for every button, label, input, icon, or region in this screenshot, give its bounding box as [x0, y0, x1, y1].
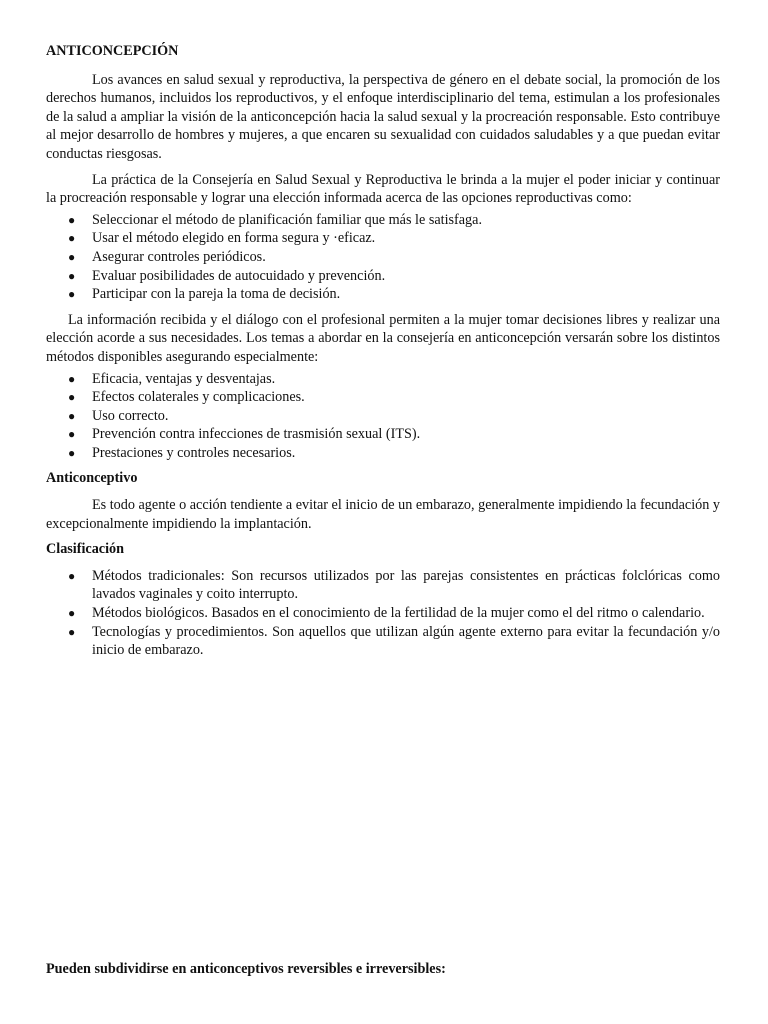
bullet-icon: ●	[68, 371, 76, 386]
bullet-icon: ●	[68, 445, 76, 460]
list-item: ● Métodos tradicionales: Son recursos utilizados por las parejas consistentes en prácticas folclóricas como lavados vaginales y coito interrupto.	[68, 567, 720, 603]
bullet-icon: ●	[68, 427, 76, 442]
topics-list	[46, 370, 720, 463]
list-item: ● Eficacia, ventajas y desventajas.	[68, 370, 276, 387]
bullet-icon: ●	[68, 606, 76, 621]
intro-paragraph-2: La práctica de la Consejería en Salud Sexual y Reproductiva le brinda a la mujer el poder iniciar y continuar la procreación responsable y lograr una elección informada acerca de las opciones reproductivas como:	[46, 171, 720, 207]
bullet-icon: ●	[68, 287, 76, 302]
list-item: ● Prestaciones y controles necesarios.	[68, 444, 296, 461]
list-item: ● Seleccionar el método de planificación familiar que más le satisfaga.	[68, 211, 482, 228]
bullet-icon: ●	[68, 231, 76, 246]
document-page	[46, 42, 720, 667]
list-item: ● Prevención contra infecciones de trasmisión sexual (ITS).	[68, 426, 421, 443]
list-item: ● Asegurar controles periódicos.	[68, 248, 266, 265]
list-item: ● Participar con la pareja la toma de decisión.	[68, 286, 341, 303]
list-item: ● Tecnologías y procedimientos. Son aquellos que utilizan algún agente externo para evitar la fecundación y/o inicio de embarazo.	[68, 623, 720, 659]
anticonceptivo-heading: Anticonceptivo	[46, 470, 138, 487]
bullet-icon: ●	[68, 268, 76, 283]
subdivision-heading: Pueden subdividirse en anticonceptivos reversibles e irreversibles:	[46, 961, 446, 977]
bullet-icon: ●	[68, 568, 76, 583]
list-item: ● Usar el método elegido en forma segura y ·eficaz.	[68, 230, 376, 247]
bullet-icon: ●	[68, 390, 76, 405]
anticonceptivo-paragraph: Es todo agente o acción tendiente a evitar el inicio de un embarazo, generalmente impidiendo la fecundación y excepcionalmente impidiendo la implantación.	[46, 497, 720, 532]
list-item: ● Métodos biológicos. Basados en el conocimiento de la fertilidad de la mujer como el del ritmo o calendario.	[68, 605, 705, 622]
bullet-icon: ●	[68, 624, 76, 639]
clasificacion-heading: Clasificación	[46, 541, 125, 558]
intro-paragraph-1: Los avances en salud sexual y reproductiva, la perspectiva de género en el debate social, la promoción de los derechos humanos, incluidos los reproductivos, y el enfoque interdisciplinario del tema, estimulan a los profesionales de la salud a ampliar la visión de la anticoncepción hacia la salud sexual y la procreación responsable. Esto contribuye al mejor desarrollo de hombres y mujeres, a que encaren su sexualidad con cuidados saludables y a que puedan evitar conductas riesgosas.	[46, 71, 720, 162]
options-list	[46, 211, 720, 304]
list-item: ● Evaluar posibilidades de autocuidado y prevención.	[68, 267, 386, 284]
list-item: ● Uso correcto.	[68, 407, 169, 424]
clasificacion-list	[46, 567, 720, 660]
bullet-icon: ●	[68, 212, 76, 227]
bullet-icon: ●	[68, 249, 76, 264]
info-paragraph: La información recibida y el diálogo con el profesional permiten a la mujer tomar decisiones libres y realizar una elección acorde a sus necesidades. Los temas a abordar en la consejería en anticoncepción versarán sobre los distintos métodos disponibles asegurando especialmente:	[46, 311, 720, 365]
list-item: ● Efectos colaterales y complicaciones.	[68, 389, 305, 406]
bullet-icon: ●	[68, 408, 76, 423]
document-title: ANTICONCEPCIÓN	[46, 43, 179, 59]
